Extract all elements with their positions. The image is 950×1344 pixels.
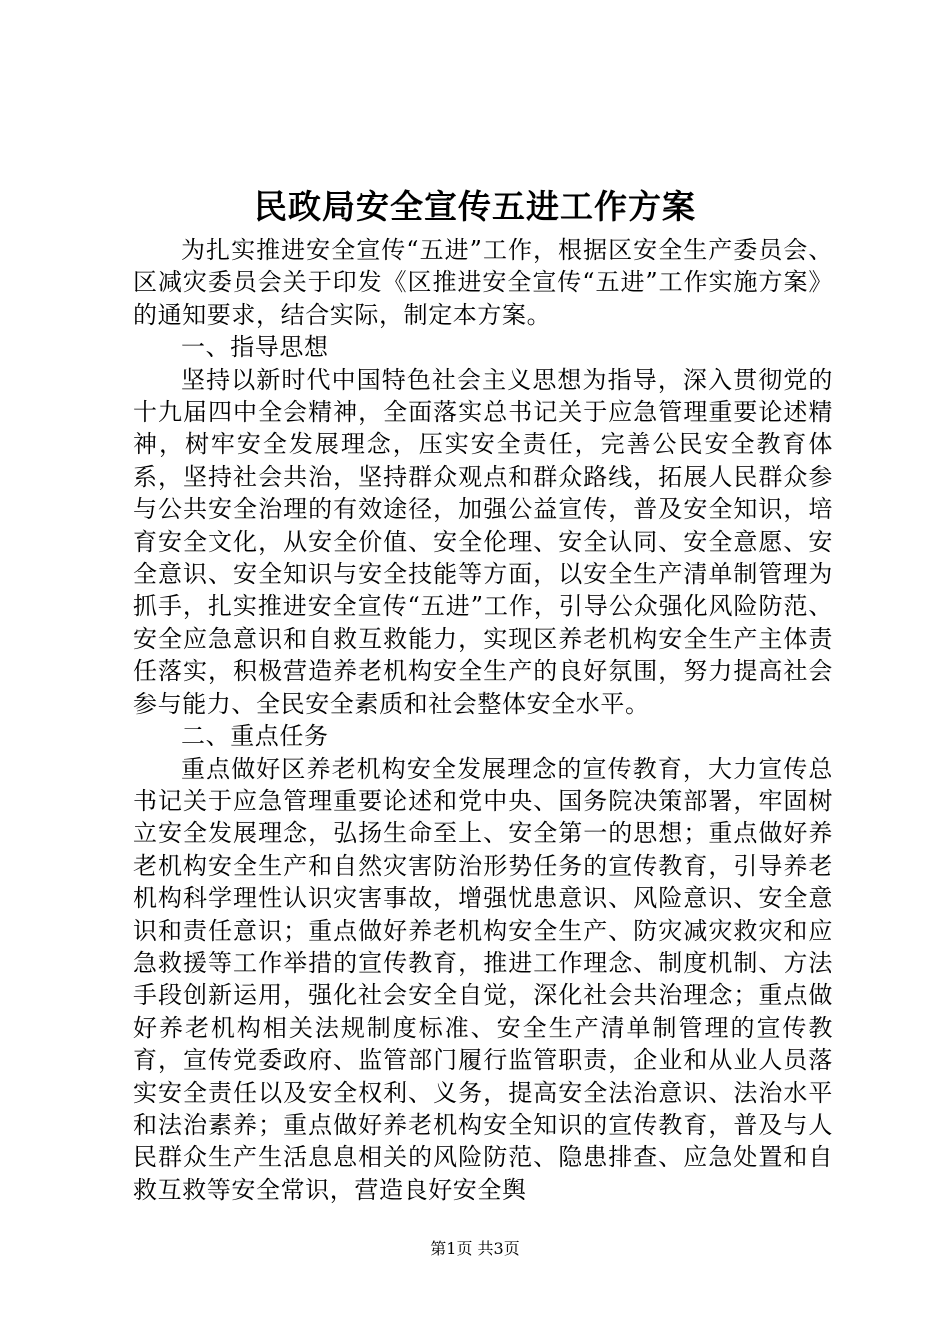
intro-paragraph: 为扎实推进安全宣传“五进”工作，根据区安全生产委员会、区减灾委员会关于印发《区推进安全宣传“五进”工作实施方案》的通知要求，结合实际，制定本方案。	[133, 236, 833, 329]
page-footer: 第1页 共3页	[430, 1239, 520, 1258]
section-heading-guiding-ideology: 一、指导思想	[181, 333, 329, 362]
section-heading-key-tasks: 二、重点任务	[181, 722, 329, 751]
key-tasks-paragraph: 重点做好区养老机构安全发展理念的宣传教育，大力宣传总书记关于应急管理重要论述和党中央、国务院决策部署，牢固树立安全发展理念，弘扬生命至上、安全第一的思想；重点做好养老机构安全生产和自然灾害防治形势任务的宣传教育，引导养老机构科学理性认识灾害事故，增强忧患意识、风险意识、安全意识和责任意识；重点做好养老机构安全生产、防灾减灾救灾和应急救援等工作举措的宣传教育，推进工作理念、制度机制、方法手段创新运用，强化社会安全自觉，深化社会共治理念；重点做好养老机构相关法规制度标准、安全生产清单制管理的宣传教育，宣传党委政府、监管部门履行监管职责，企业和从业人员落实安全责任以及安全权利、义务，提高安全法治意识、法治水平和法治素养；重点做好养老机构安全知识的宣传教育，普及与人民群众生产生活息息相关的风险防范、隐患排查、应急处置和自救互救等安全常识，营造良好安全舆	[133, 754, 833, 1204]
document-body	[133, 234, 833, 1206]
page-title: 民政局安全宣传五进工作方案	[254, 187, 696, 226]
guiding-ideology-paragraph: 坚持以新时代中国特色社会主义思想为指导，深入贯彻党的十九届四中全会精神，全面落实总书记关于应急管理重要论述精神，树牢安全发展理念，压实安全责任，完善公民安全教育体系，坚持社会共治，坚持群众观点和群众路线，拓展人民群众参与公共安全治理的有效途径，加强公益宣传，普及安全知识，培育安全文化，从安全价值、安全伦理、安全认同、安全意愿、安全意识、安全知识与安全技能等方面，以安全生产清单制管理为抓手，扎实推进安全宣传“五进”工作，引导公众强化风险防范、安全应急意识和自救互救能力，实现区养老机构安全生产主体责任落实，积极营造养老机构安全生产的良好氛围，努力提高社会参与能力、全民安全素质和社会整体安全水平。	[133, 365, 833, 718]
